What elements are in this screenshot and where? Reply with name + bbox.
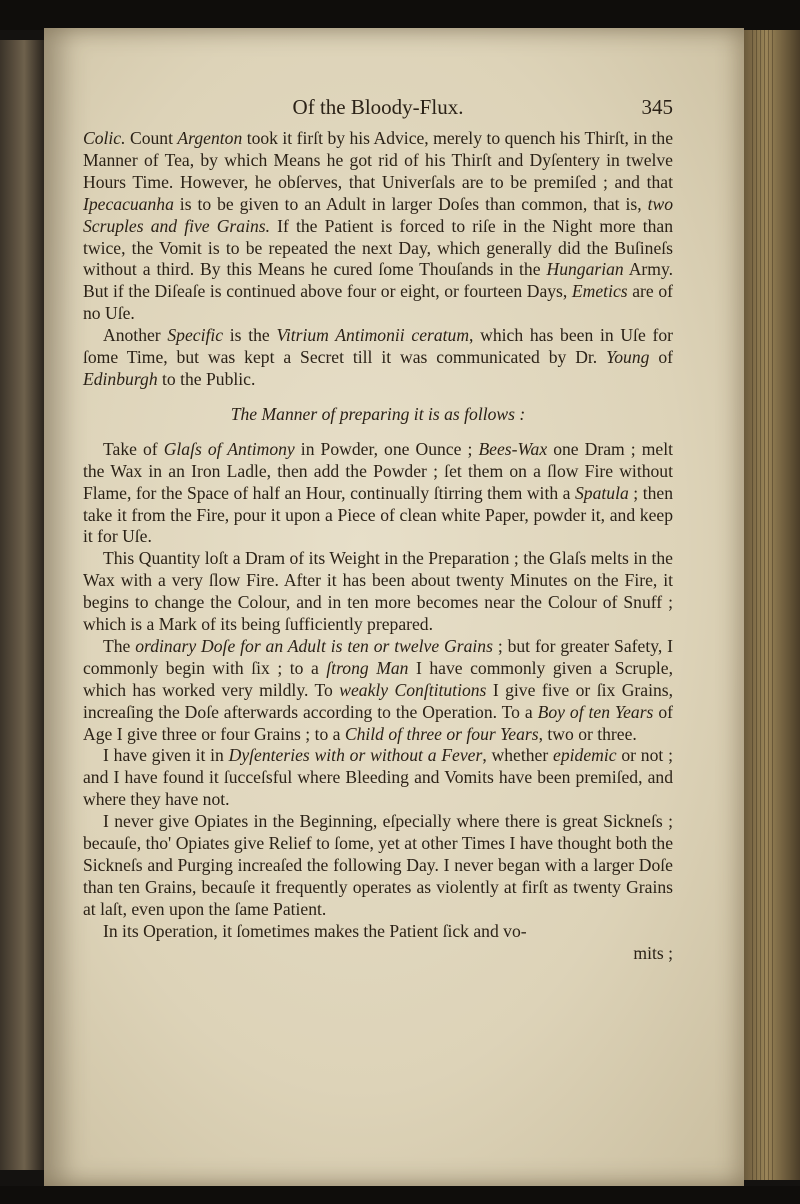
text-run: one Dram ; melt the Wax in an Iron Ladle, then add the Powder ; ſet them on a ſlow Fire without Flame, for the Space of half an Hour, continually ſtirring them with a <box>83 438 674 503</box>
facing-page-edge <box>0 40 44 1170</box>
text-run: The <box>103 635 136 656</box>
text-run: ; then take it from the Fire, pour it upon a Piece of clean white Paper, powder it, and keep it for Uſe. <box>83 482 673 547</box>
book-page <box>44 28 744 1186</box>
text-run: is to be given to an Adult in larger Doſes than common, that is, <box>173 193 648 214</box>
italic-text: Bees-Wax <box>478 438 548 459</box>
scan-top-border <box>0 0 800 30</box>
italic-text: Boy of ten Years <box>537 701 654 722</box>
paragraph-3 <box>83 439 673 549</box>
italic-text: Glaſs of Antimony <box>163 438 295 459</box>
text-run: , two or three. <box>538 723 637 744</box>
text-run: Take of <box>103 438 164 459</box>
text-run: , which has been in Uſe for ſome Time, but was kept a Secret till it was communicated by Dr. <box>83 325 673 368</box>
text-run: Another <box>103 325 168 346</box>
italic-text: ordinary Doſe for an Adult is ten or twelve Grains <box>135 635 493 656</box>
text-run: of <box>649 347 673 368</box>
italic-text: Ipecacuanha <box>83 193 174 214</box>
text-run: is the <box>223 325 277 346</box>
text-run: I have given it in <box>103 745 229 766</box>
text-run: If the Patient is forced to riſe in the Night more than twice, the Vomit is to be repeated the next Day, which generally did the Buſineſs without a third. By this Means he cured ſome Thouſands in the <box>83 215 673 280</box>
italic-text: epidemic <box>553 745 617 766</box>
text-run: ; but for greater Safety, I commonly begin with ſix ; to a <box>83 635 674 678</box>
italic-text: ſtrong Man <box>326 657 409 678</box>
italic-text: Argenton <box>177 128 243 148</box>
text-run: took it firſt by his Advice, merely to quench his Thirſt, in the Manner of Tea, by which Means he got rid of his Thirſt and Dyſentery in twelve Hours Time. However, he obſerves, that Univerſals are to be premiſed ; and that <box>83 128 674 192</box>
italic-text: Child of three or four Years <box>344 723 539 744</box>
running-header <box>83 90 673 124</box>
section-subheading: The Manner of preparing it is as follows : <box>230 403 526 424</box>
text-run: , whether <box>482 745 554 766</box>
italic-text: Spatula <box>575 482 629 503</box>
italic-text: two Scruples and five Grains. <box>83 193 673 236</box>
text-run: are of no Uſe. <box>83 281 673 324</box>
text-run: Count <box>125 128 178 148</box>
text-run: I never give Opiates in the Beginning, eſpecially where there is great Sickneſs ; becauſe, tho' Opiates give Relief to ſome, yet at other Times I have thought both the Sickneſs and Purging increaſed the following Day. I never began with a larger Doſe than ten Grains, becauſe it frequently operates as violently at firſt as twenty Grains at laſt, even upon the ſame Patient. <box>83 811 673 919</box>
text-run: of Age I give three or four Grains ; to a <box>83 701 673 744</box>
text-run: Army. But if the Diſeaſe is continued above four or eight, or fourteen Days, <box>83 259 674 302</box>
italic-text: weakly Conſtitutions <box>339 679 487 700</box>
page-number: 345 <box>641 95 673 119</box>
paragraph-1 <box>83 128 673 325</box>
italic-text: Hungarian <box>546 259 624 280</box>
text-run: in Powder, one Ounce ; <box>294 438 479 459</box>
scan-bottom-border <box>0 1186 800 1204</box>
italic-text: Colic. <box>83 128 126 148</box>
page-text <box>83 90 673 965</box>
paragraph-4 <box>83 548 673 636</box>
paragraph-8 <box>83 921 673 943</box>
paragraph-6 <box>83 745 673 811</box>
text-run: In its Operation, it ſometimes makes the Patient ſick and vo- <box>103 920 527 941</box>
paragraph-5 <box>83 636 673 746</box>
catchword: mits ; <box>633 942 673 963</box>
italic-text: Emetics <box>571 281 628 302</box>
text-run: or not ; and I have found it ſucceſsful where Bleeding and Vomits have been premiſed, and where they have not. <box>83 745 673 810</box>
text-run: I have commonly given a Scruple, which has worked very mildly. To <box>83 657 673 700</box>
italic-text: Specific <box>167 325 224 346</box>
italic-text: Vitrium Antimonii ceratum <box>276 325 470 346</box>
italic-text: Young <box>606 347 650 368</box>
text-run: This Quantity loſt a Dram of its Weight in the Preparation ; the Glaſs melts in the Wax with a very ſlow Fire. After it has been about twenty Minutes on the Fire, it begins to change the Colour, and in ten more becomes near the Colour of Snuff ; which is a Mark of its being ſufficiently prepared. <box>83 548 673 635</box>
italic-text: Edinburgh <box>83 368 158 389</box>
text-run: I give five or ſix Grains, increaſing the Doſe afterwards according to the Operation. To a <box>83 679 673 722</box>
running-title: Of the Bloody-Flux. <box>292 95 464 119</box>
italic-text: Dyſenteries with or without a Fever <box>228 745 483 766</box>
text-run: to the Public. <box>157 368 256 389</box>
paragraph-7 <box>83 811 673 921</box>
book-fore-edge <box>744 30 800 1180</box>
paragraph-2 <box>83 325 673 391</box>
